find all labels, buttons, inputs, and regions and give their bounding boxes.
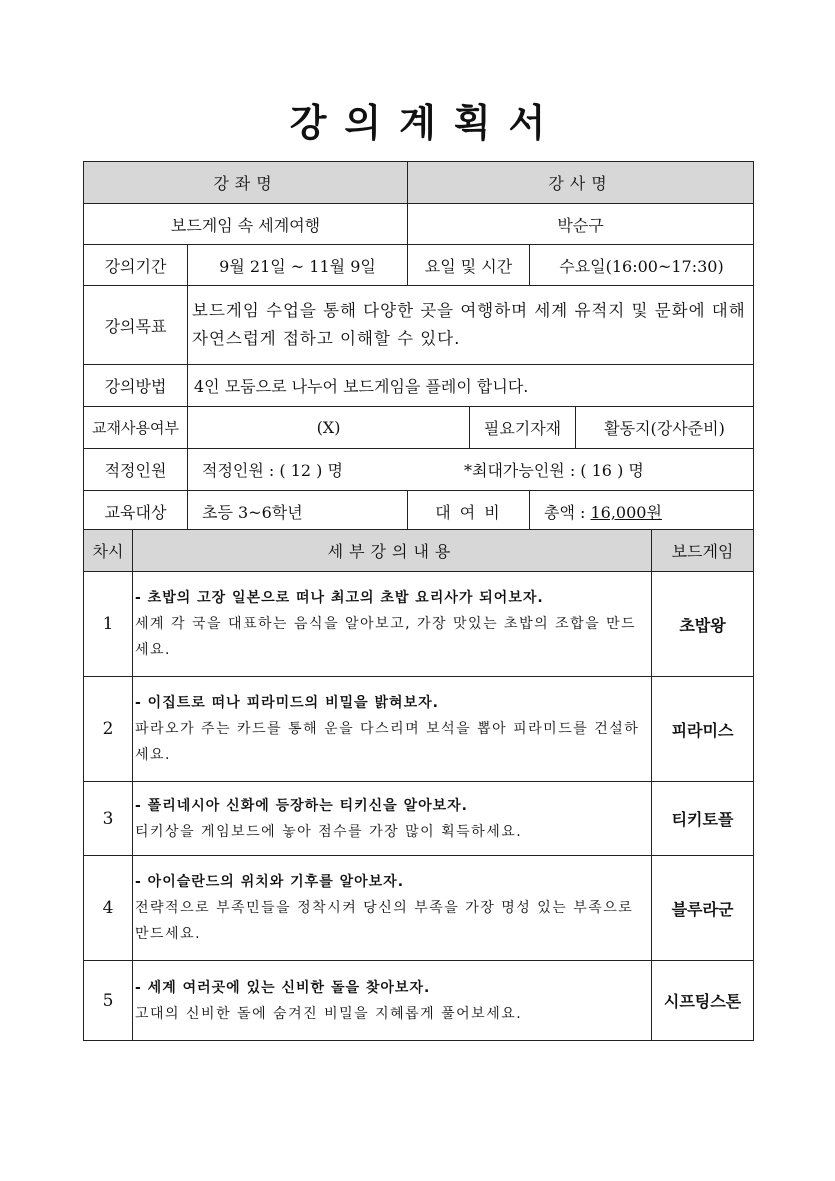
session-game: 블루라군: [652, 856, 754, 961]
session-game: 피라미스: [652, 677, 754, 782]
period-value: 9월 21일 ~ 11월 9일: [188, 245, 408, 286]
session-game: 티키토플: [652, 782, 754, 856]
session-no: 1: [84, 572, 133, 677]
session-no-header: 차시: [84, 530, 133, 572]
target-label: 교육대상: [84, 491, 188, 533]
materials-value: 활동지(강사준비): [576, 407, 754, 449]
textbook-value: (X): [188, 407, 470, 449]
goal-label: 강의목표: [84, 286, 188, 365]
fee-total-value: 16,000원: [590, 503, 662, 522]
session-no: 5: [84, 961, 133, 1041]
schedule-label: 요일 및 시간: [408, 245, 530, 286]
session-no: 2: [84, 677, 133, 782]
session-title: - 세계 여러곳에 있는 신비한 돌을 찾아보자.: [135, 979, 431, 996]
method-value: 4인 모둠으로 나누어 보드게임을 플레이 합니다.: [188, 365, 754, 407]
session-desc: 파라오가 주는 카드를 통해 운을 다스리며 보석을 뽑아 피라미드를 건설하세요.: [135, 721, 640, 763]
session-content: [133, 677, 652, 782]
session-game-header: 보드게임: [652, 530, 754, 572]
method-label: 강의방법: [84, 365, 188, 407]
session-title: - 폴리네시아 신화에 등장하는 티키신을 알아보자.: [135, 797, 468, 814]
session-desc: 전략적으로 부족민들을 정착시켜 당신의 부족을 가장 명성 있는 부족으로 만드세요.: [135, 900, 634, 942]
capacity-proper: 적정인원 : ( 12 ) 명: [202, 461, 343, 480]
fee-total-label: 총액 :: [544, 503, 591, 522]
instructor-header: 강사명: [408, 162, 754, 204]
session-desc: 세계 각 국을 대표하는 음식을 알아보고, 가장 맛있는 초밥의 조합을 만드세요.: [135, 616, 637, 658]
session-content: [133, 961, 652, 1041]
session-title: - 아이슬란드의 위치와 기후를 알아보자.: [135, 874, 405, 890]
fee-value: [530, 491, 754, 533]
session-content: [133, 572, 652, 677]
session-title: - 이집트로 떠나 피라미드의 비밀을 밝혀보자.: [135, 695, 439, 711]
table-row: [84, 677, 754, 782]
instructor-name: 박순구: [408, 204, 754, 245]
session-game: 초밥왕: [652, 572, 754, 677]
session-no: 3: [84, 782, 133, 856]
session-content: [133, 856, 652, 961]
capacity-label: 적정인원: [84, 449, 188, 491]
materials-label: 필요기자재: [470, 407, 576, 449]
course-info-table: [83, 161, 754, 533]
capacity-value: [188, 449, 754, 491]
session-title: - 초밥의 고장 일본으로 떠나 최고의 초밥 요리사가 되어보자.: [135, 590, 544, 606]
textbook-label: 교재사용여부: [84, 407, 188, 449]
target-value: 초등 3~6학년: [188, 491, 408, 533]
session-game: 시프팅스톤: [652, 961, 754, 1041]
table-row: [84, 782, 754, 856]
table-row: [84, 572, 754, 677]
capacity-max: *최대가능인원 : ( 16 ) 명: [464, 461, 644, 480]
course-name-header: 강좌명: [84, 162, 408, 204]
sessions-table: [83, 529, 754, 1041]
table-row: [84, 961, 754, 1041]
session-desc: 티키상을 게임보드에 놓아 점수를 가장 많이 획득하세요.: [135, 823, 523, 840]
page-title: 강의계획서: [289, 101, 564, 145]
session-content-header: 세부강의내용: [133, 530, 652, 572]
period-label: 강의기간: [84, 245, 188, 286]
fee-label: 대 여 비: [408, 491, 530, 533]
session-content: [133, 782, 652, 856]
course-name: 보드게임 속 세계여행: [84, 204, 408, 245]
schedule-value: 수요일(16:00~17:30): [530, 245, 754, 286]
table-row: [84, 856, 754, 961]
session-desc: 고대의 신비한 돌에 숨겨진 비밀을 지혜롭게 풀어보세요.: [135, 1005, 523, 1022]
session-no: 4: [84, 856, 133, 961]
goal-value: 보드게임 수업을 통해 다양한 곳을 여행하며 세계 유적지 및 문화에 대해 자연스럽게 접하고 이해할 수 있다.: [188, 286, 754, 365]
